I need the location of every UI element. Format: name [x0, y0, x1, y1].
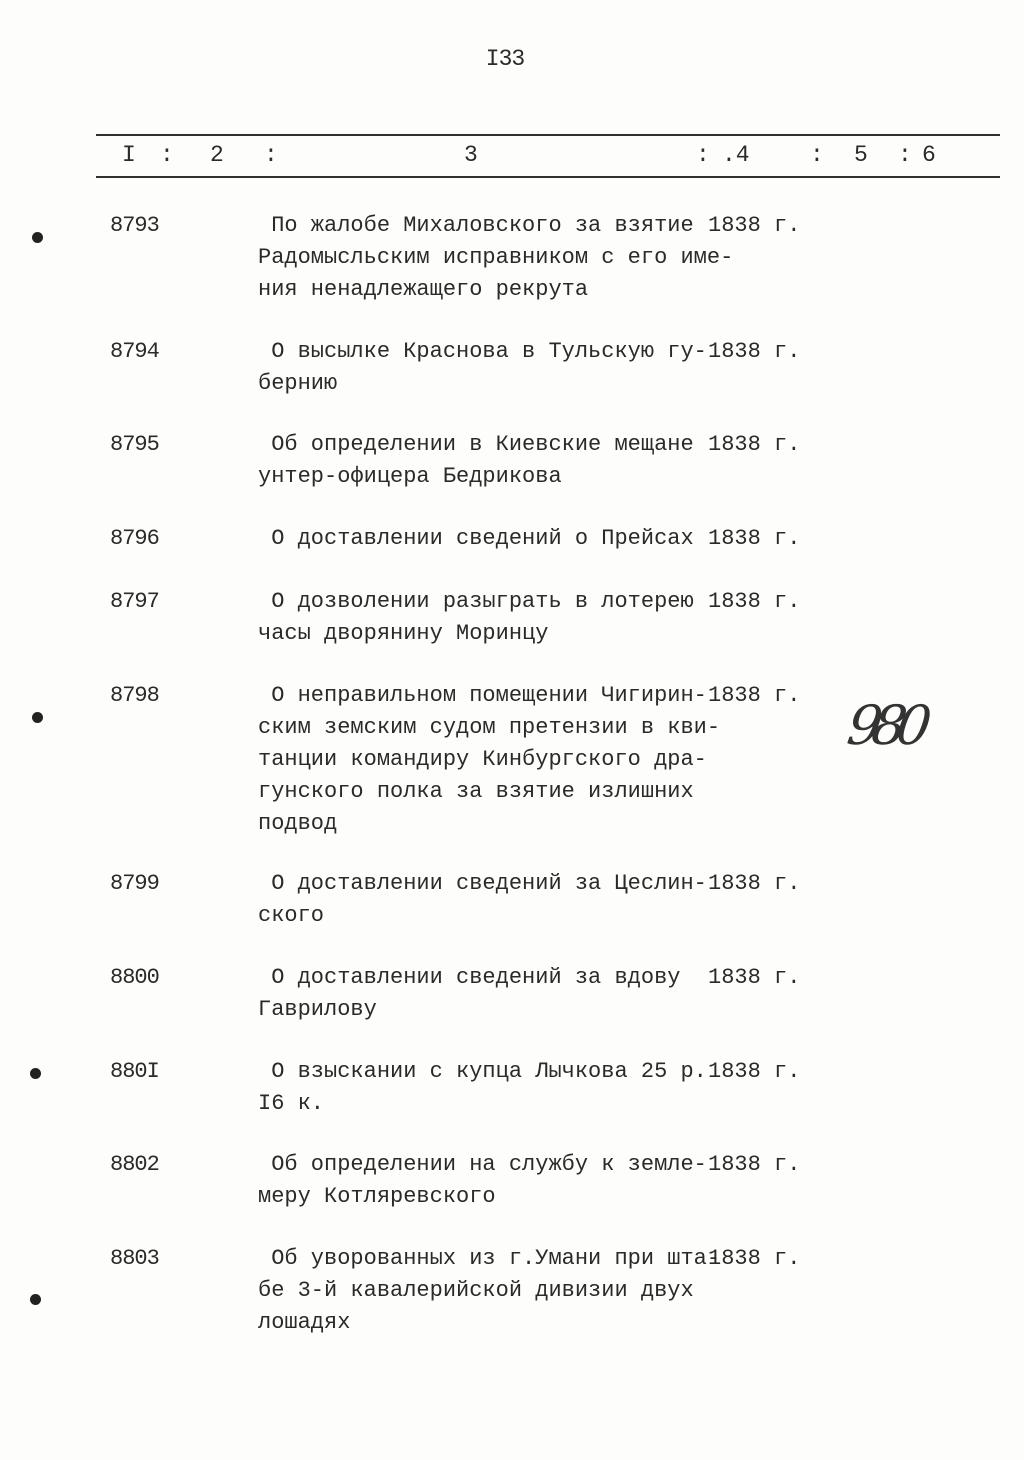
entry-title-line: гунского полка за взятие излишних [258, 779, 694, 804]
entry-title-line: По жалобе Михаловского за взятие [258, 213, 694, 238]
entry-title [258, 210, 734, 306]
entry-year: 1838 г. [708, 213, 801, 238]
entry-title [258, 1056, 708, 1120]
entry-title [258, 1243, 721, 1339]
page-number: I33 [485, 46, 525, 72]
entry-number: 8798 [110, 683, 159, 708]
table-header-bottom-rule [96, 176, 1000, 178]
entry-number: 8794 [110, 339, 159, 364]
column-separator: : [696, 142, 710, 168]
entry-title-line: бернию [258, 371, 338, 396]
entry-title [258, 680, 721, 840]
entry-year: 1838 г. [708, 526, 801, 551]
column-header: 5 [854, 142, 868, 168]
entry-number: 8795 [110, 432, 159, 457]
entry-title-line: меру Котляревского [258, 1184, 496, 1209]
entry-title [258, 1149, 708, 1213]
entry-title-line: бе 3-й кавалерийской дивизии двух [258, 1278, 694, 1303]
entry-number: 8802 [110, 1152, 159, 1177]
entry-year: 1838 г. [708, 965, 801, 990]
entry-title [258, 336, 708, 400]
entry-title-line: часы дворянину Моринцу [258, 621, 549, 646]
entry-title-line: О доставлении сведений за Цеслин- [258, 871, 707, 896]
column-header: 6 [922, 142, 936, 168]
entry-number: 8797 [110, 589, 159, 614]
column-header: I [122, 142, 136, 168]
entry-year: 1838 г. [708, 683, 801, 708]
column-separator: : [160, 142, 174, 168]
punch-hole-mark [32, 712, 43, 723]
table-header-row [0, 142, 1024, 172]
entry-year: 1838 г. [708, 589, 801, 614]
entry-title-line: Об уворованных из г.Умани при шта- [258, 1246, 721, 1271]
entry-title-line: лошадях [258, 1310, 351, 1335]
punch-hole-mark [30, 1294, 41, 1305]
entry-year: 1838 г. [708, 1246, 801, 1271]
punch-hole-mark [30, 1068, 41, 1079]
entry-title-line: О доставлении сведений за вдову [258, 965, 681, 990]
entry-title-line: танции командиру Кинбургского дра- [258, 747, 707, 772]
entry-title [258, 586, 708, 650]
entry-title-line: О высылке Краснова в Тульскую гу- [258, 339, 707, 364]
entry-title-line: подвод [258, 811, 338, 836]
entry-title-line: Об определении в Киевские мещане [258, 432, 694, 457]
entry-title-line: О дозволении разыграть в лотерею [258, 589, 694, 614]
entry-number: 8800 [110, 965, 159, 990]
table-header-top-rule [96, 134, 1000, 136]
entry-title-line: Радомысльским исправником с его име- [258, 245, 734, 270]
punch-hole-mark [32, 232, 43, 243]
entry-title-line: ским земским судом претензии в кви- [258, 715, 721, 740]
entry-title [258, 523, 708, 555]
entry-title-line: Гаврилову [258, 997, 377, 1022]
entry-number: 8793 [110, 213, 159, 238]
entry-number: 8799 [110, 871, 159, 896]
column-header: 2 [210, 142, 224, 168]
entry-title-line: унтер-офицера Бедрикова [258, 464, 562, 489]
entry-title [258, 429, 708, 493]
entry-year: 1838 г. [708, 339, 801, 364]
entry-year: 1838 г. [708, 1152, 801, 1177]
entry-number: 8803 [110, 1246, 159, 1271]
entry-year: 1838 г. [708, 871, 801, 896]
entry-year: 1838 г. [708, 1059, 801, 1084]
column-header: 3 [464, 142, 478, 168]
entry-title-line: О доставлении сведений о Прейсах [258, 526, 694, 551]
entry-title-line: О взыскании с купца Лычкова 25 р. [258, 1059, 707, 1084]
entry-title-line: Об определении на службу к земле- [258, 1152, 707, 1177]
entry-title [258, 962, 708, 1026]
entry-year: 1838 г. [708, 432, 801, 457]
entry-number: 880I [110, 1059, 159, 1084]
entry-number: 8796 [110, 526, 159, 551]
handwritten-note: 980 [843, 694, 926, 757]
column-separator: : [810, 142, 824, 168]
entry-title-line: ния ненадлежащего рекрута [258, 277, 589, 302]
column-separator: : [264, 142, 278, 168]
entry-title-line: ского [258, 903, 325, 928]
column-separator: : [898, 142, 912, 168]
entry-title-line: I6 к. [258, 1091, 325, 1116]
entry-title [258, 868, 708, 932]
column-header: .4 [722, 142, 750, 168]
entry-title-line: О неправильном помещении Чигирин- [258, 683, 707, 708]
